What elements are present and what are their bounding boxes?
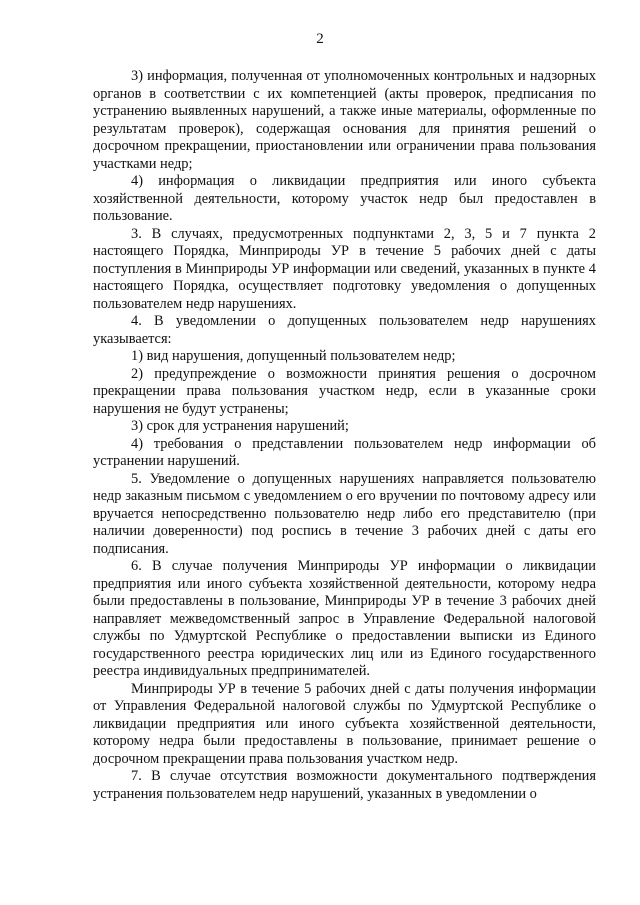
paragraph-section-3: 3. В случаях, предусмотренных подпунктами 2, 3, 5 и 7 пункта 2 настоящего Порядка, Минприроды УР в течение 5 рабочих дней с даты поступления в Минприроды УР информации или сведений, указанных в пункте 4 настоящего Порядка, осуществляет подготовку уведомления о допущенных пользователем недр нарушениях. — [93, 225, 596, 312]
paragraph-subitem-4: 4) требования о представлении пользователем недр информации об устранении нарушений. — [93, 435, 596, 469]
document-body — [93, 68, 596, 803]
page-number: 2 — [316, 31, 324, 47]
paragraph-section-6: 6. В случае получения Минприроды УР информации о ликвидации предприятия или иного субъекта хозяйственной деятельности, которому недра были предоставлены в пользование, Минприроды УР в течение 3 рабочих дней направляет межведомственный запрос в Управление Федеральной налоговой службы по Удмуртской Республике о предоставлении выписки из Единого государственного реестра юридических лиц или из Единого государственного реестра индивидуальных предпринимателей. — [93, 558, 596, 679]
paragraph-subitem-3: 3) срок для устранения нарушений; — [131, 418, 349, 434]
paragraph-item-3: 3) информация, полученная от уполномоченных контрольных и надзорных органов в соответствии с их компетенцией (акты проверок, предписания по устранению выявленных нарушений, а также иные материалы, оформленные по результатам проверок), содержащая основания для принятия решений о досрочном прекращении, приостановлении или ограничении права пользования участками недр; — [93, 68, 596, 172]
paragraph-subitem-2: 2) предупреждение о возможности принятия решения о досрочном прекращении права пользования участком недр, если в указанные сроки нарушения не будут устранены; — [93, 365, 596, 417]
paragraph-section-4: 4. В уведомлении о допущенных пользователем недр нарушениях указывается: — [93, 313, 596, 347]
paragraph-section-7: 7. В случае отсутствия возможности документального подтверждения устранения пользователем недр нарушений, указанных в уведомлении о — [93, 768, 596, 802]
paragraph-section-6-continued: Минприроды УР в течение 5 рабочих дней с даты получения информации от Управления Федеральной налоговой службы по Удмуртской Республике о ликвидации предприятия или иного субъекта хозяйственной деятельности, которому недра были предоставлены в пользование, принимает решение о досрочном прекращении права пользования участком недр. — [93, 680, 596, 767]
paragraph-item-4: 4) информация о ликвидации предприятия или иного субъекта хозяйственной деятельности, которому участок недр был предоставлен в пользование. — [93, 173, 596, 224]
paragraph-section-5: 5. Уведомление о допущенных нарушениях направляется пользователю недр заказным письмом с уведомлением о его вручении по почтовому адресу или вручается непосредственно пользователю недр либо его представителю (при наличии доверенности) под роспись в течение 3 рабочих дней с даты его подписания. — [93, 470, 596, 557]
paragraph-subitem-1: 1) вид нарушения, допущенный пользователем недр; — [131, 348, 456, 364]
